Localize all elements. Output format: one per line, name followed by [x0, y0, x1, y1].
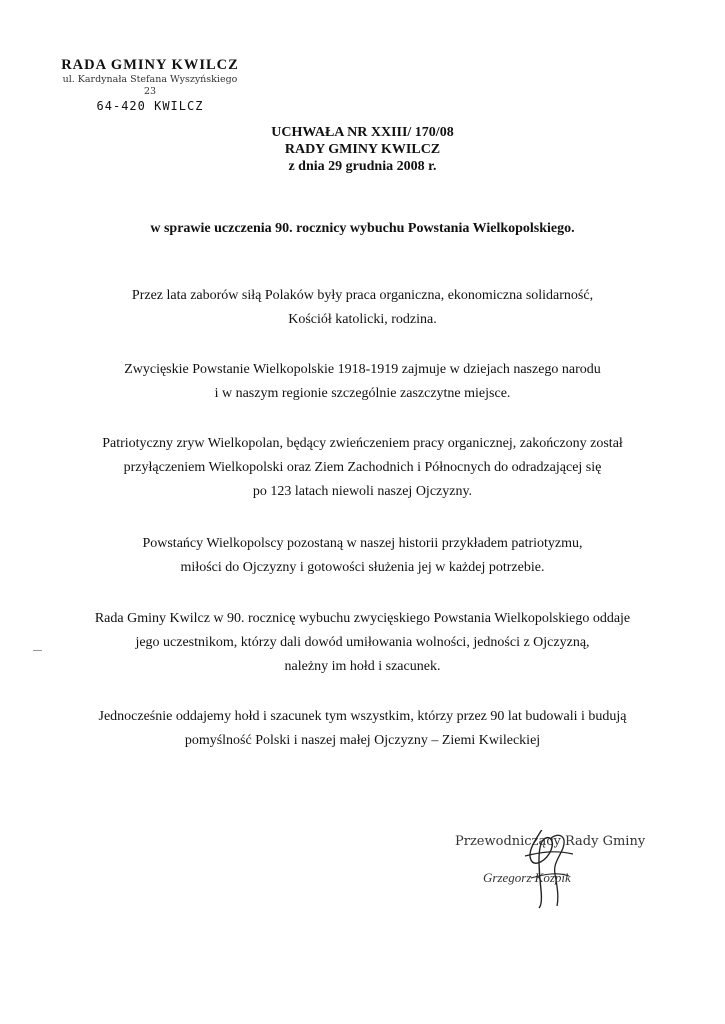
- signature-name: Grzegorz Kozpik: [483, 870, 571, 885]
- paragraph-line: pomyślność Polski i naszej małej Ojczyzny – Ziemi Kwileckiej: [184, 733, 541, 748]
- paragraph-line: jego uczestnikom, którzy dali dowód umiłowania wolności, jedności z Ojczyzną,: [135, 635, 590, 650]
- paragraph-line: Kościół katolicki, rodzina.: [288, 312, 437, 327]
- paragraph-line: po 123 latach niewoli naszej Ojczyzny.: [252, 484, 473, 499]
- council-stamp: [60, 56, 240, 114]
- paragraph-6: [40, 705, 685, 753]
- paragraph-line: Powstańcy Wielkopolscy pozostaną w naszej historii przykładem patriotyzmu,: [142, 536, 583, 551]
- paragraph-line: i w naszym regionie szczególnie zaszczytne miejsce.: [214, 386, 511, 401]
- paragraph-line: Przez lata zaborów siłą Polaków były praca organiczna, ekonomiczna solidarność,: [131, 288, 594, 303]
- paragraph-5: [40, 607, 685, 679]
- stamp-council-name: RADA GMINY KWILCZ: [61, 57, 239, 73]
- paragraph-line: przyłączeniem Wielkopolski oraz Ziem Zachodnich i Północnych do odradzającej się: [123, 460, 602, 475]
- paragraph-4: [40, 532, 685, 580]
- paragraph-line: należny im hołd i szacunek.: [284, 659, 441, 674]
- resolution-number: UCHWAŁA NR XXIII/ 170/08: [271, 125, 454, 140]
- paragraph-line: Patriotyczny zryw Wielkopolan, będący zwieńczeniem pracy organicznej, zakończony został: [102, 436, 623, 451]
- resolution-subject: w sprawie uczczenia 90. rocznicy wybuchu Powstania Wielkopolskiego.: [150, 221, 575, 236]
- paragraph-line: Jednocześnie oddajemy hołd i szacunek tym wszystkim, którzy przez 90 lat budowali i budują: [98, 709, 627, 724]
- paragraph-line: miłości do Ojczyzny i gotowości służenia jej w każdej potrzebie.: [180, 560, 545, 575]
- resolution-title: [0, 124, 725, 175]
- resolution-issuer: RADY GMINY KWILCZ: [284, 142, 441, 157]
- stamp-address: ul. Kardynała Stefana Wyszyńskiego 23: [62, 74, 238, 97]
- paragraph-3: [40, 432, 685, 504]
- handwritten-signature: [455, 830, 655, 910]
- margin-mark: [33, 650, 42, 651]
- signature-title: Przewodniczący Rady Gminy: [455, 834, 646, 849]
- resolution-date: z dnia 29 grudnia 2008 r.: [288, 159, 437, 174]
- paragraph-line: Rada Gminy Kwilcz w 90. rocznicę wybuchu zwycięskiego Powstania Wielkopolskiego oddaje: [94, 611, 631, 626]
- paragraph-1: [40, 284, 685, 332]
- paragraph-line: Zwycięskie Powstanie Wielkopolskie 1918-1919 zajmuje w dziejach naszego narodu: [124, 362, 601, 377]
- paragraph-2: [40, 358, 685, 406]
- stamp-city: 64-420 KWILCZ: [96, 99, 204, 113]
- signature-block: [455, 830, 655, 910]
